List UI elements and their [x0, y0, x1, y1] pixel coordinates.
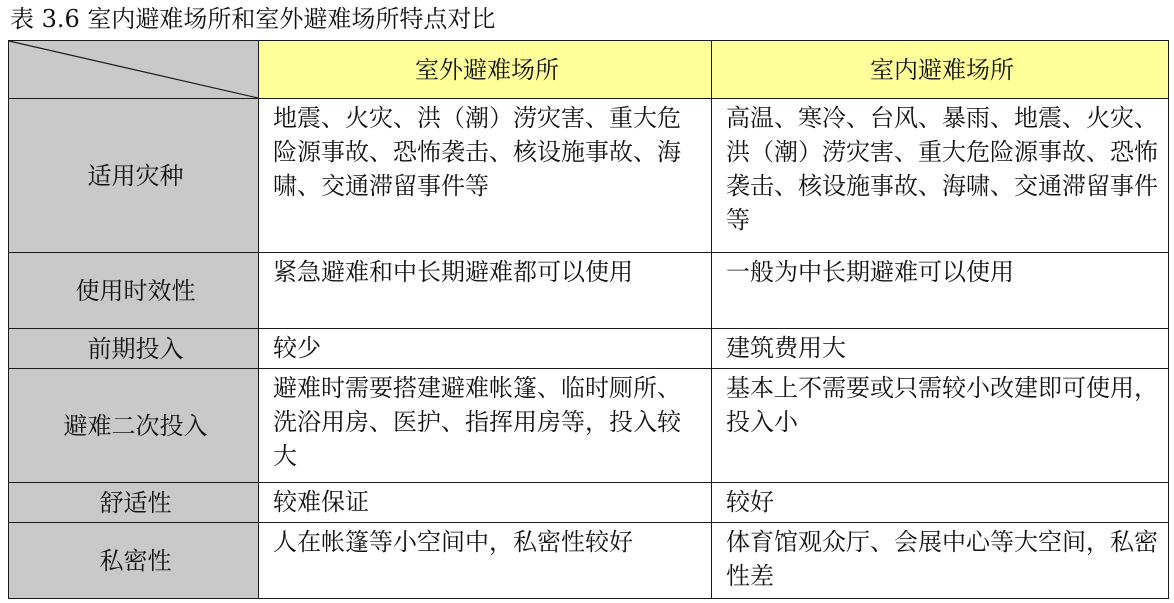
row-label: 避难二次投入 — [9, 369, 259, 483]
table-row — [9, 369, 1169, 483]
indoor-cell: 较好 — [712, 483, 1169, 523]
indoor-cell: 基本上不需要或只需较小改建即可使用，投入小 — [712, 369, 1169, 483]
table-row — [9, 99, 1169, 253]
table-row — [9, 523, 1169, 599]
row-label: 私密性 — [9, 523, 259, 599]
table-caption: 表 3.6 室内避难场所和室外避难场所特点对比 — [10, 5, 496, 33]
indoor-cell: 高温、寒冷、台风、暴雨、地震、火灾、洪（潮）涝灾害、重大危险源事故、恐怖袭击、核设施事故、海啸、交通滞留事件等 — [712, 99, 1169, 253]
table-header-row — [9, 41, 1169, 99]
row-label: 使用时效性 — [9, 253, 259, 329]
table-row — [9, 483, 1169, 523]
comparison-table — [8, 40, 1169, 599]
row-label: 前期投入 — [9, 329, 259, 369]
outdoor-cell: 人在帐篷等小空间中，私密性较好 — [259, 523, 712, 599]
header-corner-cell — [9, 41, 259, 99]
diagonal-divider — [9, 41, 258, 98]
outdoor-cell: 较难保证 — [259, 483, 712, 523]
header-indoor: 室内避难场所 — [712, 41, 1169, 99]
indoor-cell: 体育馆观众厅、会展中心等大空间，私密性差 — [712, 523, 1169, 599]
indoor-cell: 建筑费用大 — [712, 329, 1169, 369]
outdoor-cell: 较少 — [259, 329, 712, 369]
header-outdoor: 室外避难场所 — [259, 41, 712, 99]
indoor-cell: 一般为中长期避难可以使用 — [712, 253, 1169, 329]
row-label: 适用灾种 — [9, 99, 259, 253]
row-label: 舒适性 — [9, 483, 259, 523]
table-row — [9, 253, 1169, 329]
outdoor-cell: 避难时需要搭建避难帐篷、临时厕所、洗浴用房、医护、指挥用房等，投入较大 — [259, 369, 712, 483]
outdoor-cell: 紧急避难和中长期避难都可以使用 — [259, 253, 712, 329]
outdoor-cell: 地震、火灾、洪（潮）涝灾害、重大危险源事故、恐怖袭击、核设施事故、海啸、交通滞留事件等 — [259, 99, 712, 253]
table-row — [9, 329, 1169, 369]
